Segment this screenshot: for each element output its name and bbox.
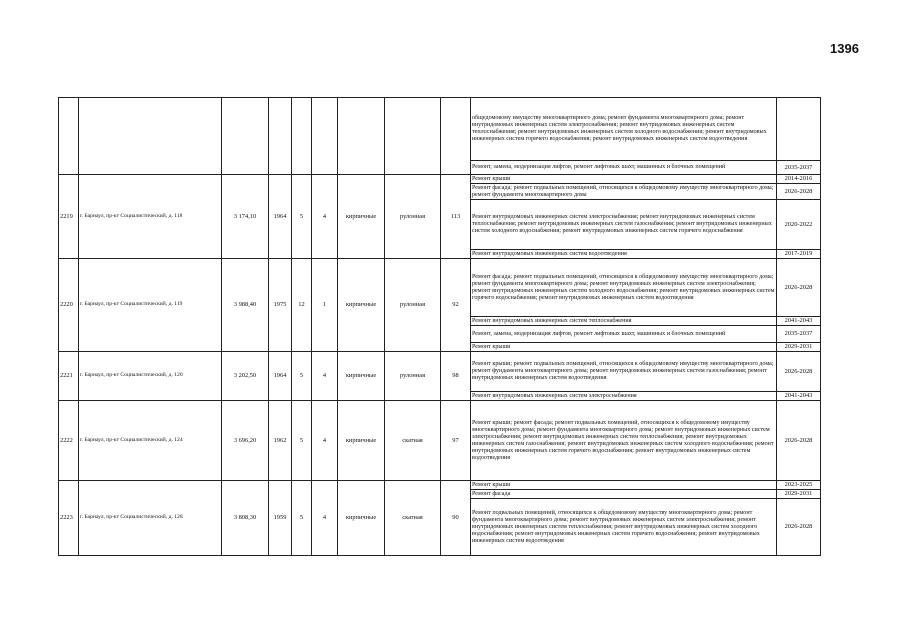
work-cell: Ремонт внутридомовых инженерных систем водоотведения xyxy=(471,250,777,259)
period-cell: 2026-2028 xyxy=(777,352,821,392)
table-row xyxy=(59,481,821,490)
entrances: 4 xyxy=(312,481,338,556)
work-cell: Ремонт крыши xyxy=(471,175,777,184)
address: г. Барнаул, пр-кт Социалистический, д. 128 xyxy=(79,481,222,556)
year-built: 1962 xyxy=(269,401,292,481)
wall-material: кирпичные xyxy=(338,352,385,401)
period-cell: 2026-2028 xyxy=(777,499,821,556)
area: 3 174,10 xyxy=(222,175,269,259)
wall-material: кирпичные xyxy=(338,175,385,259)
entrances-cell xyxy=(312,98,338,175)
floors: 12 xyxy=(292,259,312,352)
roof-type: рулонная xyxy=(385,175,441,259)
table-row xyxy=(59,401,821,481)
work-cell: Ремонт, замена, модернизация лифтов, ремонт лифтовых шахт, машинных и блочных помещений xyxy=(471,326,777,343)
roof-type: рулонная xyxy=(385,352,441,401)
count-cell xyxy=(441,98,471,175)
year-built: 1964 xyxy=(269,175,292,259)
apartment-count: 92 xyxy=(441,259,471,352)
row-number: 2222 xyxy=(59,401,79,481)
roof-type: скатная xyxy=(385,481,441,556)
roof-type: рулонная xyxy=(385,259,441,352)
table-row xyxy=(59,175,821,184)
area: 3 808,30 xyxy=(222,481,269,556)
period-cell: 2029-2031 xyxy=(777,490,821,499)
apartment-count: 98 xyxy=(441,352,471,401)
apartment-count: 97 xyxy=(441,401,471,481)
work-cell: Ремонт фасада; ремонт подвальных помещений, относящихся к общедомовому имуществу многоквартирного дома; ремонт фундамента многоквартирного дома xyxy=(471,184,777,200)
floors: 5 xyxy=(292,175,312,259)
work-cell: Ремонт крыши xyxy=(471,481,777,490)
floors: 5 xyxy=(292,352,312,401)
period-cell: 2026-2028 xyxy=(777,401,821,481)
period-cell: 2026-2028 xyxy=(777,184,821,200)
address: г. Барнаул, пр-кт Социалистический, д. 118 xyxy=(79,175,222,259)
apartment-count: 113 xyxy=(441,175,471,259)
work-cell: Ремонт крыши xyxy=(471,343,777,352)
num-cell xyxy=(59,98,79,175)
capital-repair-table xyxy=(58,97,821,556)
period-cell: 2041-2043 xyxy=(777,392,821,401)
area: 3 696,20 xyxy=(222,401,269,481)
work-cell: Ремонт внутридомовых инженерных систем теплоснабжения xyxy=(471,317,777,326)
period-cell: 2014-2016 xyxy=(777,175,821,184)
table-row xyxy=(59,352,821,392)
work-cell: Ремонт фасада; ремонт подвальных помещений, относящихся к общедомовому имуществу многоквартирного дома; ремонт фундамента многоквартирного дома; ремонт внутридомовых инженерных систем электроснабжения; ремонт внутридомовых инженерных систем холодного водоснабжения; ремонт внутридомовых инженерных систем горячего водоснабжения; ремонт внутридомовых инженерных систем водоотведения xyxy=(471,259,777,317)
period-cell: 2029-2031 xyxy=(777,343,821,352)
address: г. Барнаул, пр-кт Социалистический, д. 119 xyxy=(79,259,222,352)
entrances: 4 xyxy=(312,352,338,401)
wall-material: кирпичные xyxy=(338,401,385,481)
period-cell xyxy=(777,98,821,161)
roof-type: скатная xyxy=(385,401,441,481)
wall-material: кирпичные xyxy=(338,259,385,352)
area-cell xyxy=(222,98,269,175)
area: 3 988,40 xyxy=(222,259,269,352)
entrances: 1 xyxy=(312,259,338,352)
year-built: 1975 xyxy=(269,259,292,352)
floors-cell xyxy=(292,98,312,175)
table-row xyxy=(59,259,821,317)
row-number: 2223 xyxy=(59,481,79,556)
work-cell: Ремонт фасада xyxy=(471,490,777,499)
apartment-count: 90 xyxy=(441,481,471,556)
year-cell xyxy=(269,98,292,175)
walls-cell xyxy=(338,98,385,175)
floors: 5 xyxy=(292,401,312,481)
entrances: 4 xyxy=(312,401,338,481)
year-built: 1964 xyxy=(269,352,292,401)
period-cell: 2020-2022 xyxy=(777,200,821,250)
year-built: 1959 xyxy=(269,481,292,556)
period-cell: 2023-2025 xyxy=(777,481,821,490)
period-cell: 2026-2028 xyxy=(777,259,821,317)
row-number: 2219 xyxy=(59,175,79,259)
period-cell: 2035-2037 xyxy=(777,161,821,175)
page-number: 1396 xyxy=(830,41,859,56)
row-number: 2221 xyxy=(59,352,79,401)
row-number: 2220 xyxy=(59,259,79,352)
period-cell: 2041-2043 xyxy=(777,317,821,326)
period-cell: 2035-2037 xyxy=(777,326,821,343)
entrances: 4 xyxy=(312,175,338,259)
wall-material: кирпичные xyxy=(338,481,385,556)
area: 3 202,50 xyxy=(222,352,269,401)
work-cell: Ремонт подвальных помещений, относящихся к общедомовому имуществу многоквартирного дома; ремонт фундамента многоквартирного дома; ремонт внутридомовых инженерных систем электроснабжения; ремонт внутридомовых инженерных систем теплоснабжения; ремонт внутридомовых инженерных систем холодного водоснабжения; ремонт внутридомовых инженерных систем горячего водоснабжения; ремонт внутридомовых инженерных систем водоотведения xyxy=(471,499,777,556)
roof-cell xyxy=(385,98,441,175)
work-cell: Ремонт внутридомовых инженерных систем электроснабжения; ремонт внутридомовых инженерных систем теплоснабжения; ремонт внутридомовых инженерных систем газоснабжения; ремонт внутридомовых инженерных систем холодного водоснабжения; ремонт внутридомовых инженерных систем горячего водоснабжения xyxy=(471,200,777,250)
address: г. Барнаул, пр-кт Социалистический, д. 120 xyxy=(79,352,222,401)
work-cell: Ремонт крыши; ремонт подвальных помещений, относящихся к общедомовому имуществу многоквартирного дома; ремонт фундамента многоквартирного дома; ремонт внутридомовых инженерных систем газоснабжения; ремонт внутридомовых инженерных систем водоотведения xyxy=(471,352,777,392)
address-cell xyxy=(79,98,222,175)
period-cell: 2017-2019 xyxy=(777,250,821,259)
floors: 5 xyxy=(292,481,312,556)
address: г. Барнаул, пр-кт Социалистический, д. 124 xyxy=(79,401,222,481)
work-cell: Ремонт крыши; ремонт фасада; ремонт подвальных помещений, относящихся к общедомовому имуществу многоквартирного дома; ремонт фундамента многоквартирного дома; ремонт внутридомовых инженерных систем электроснабжения; ремонт внутридомовых инженерных систем теплоснабжения; ремонт внутридомовых инженерных систем газоснабжения; ремонт внутридомовых инженерных систем холодного водоснабжения; ремонт внутридомовых инженерных систем горячего водоснабжения; ремонт внутридомовых инженерных систем водоотведения xyxy=(471,401,777,481)
work-cell: общедомовому имуществу многоквартирного дома; ремонт фундамента многоквартирного дома; ремонт внутридомовых инженерных систем электроснабжения; ремонт внутридомовых инженерных систем теплоснабжения; ремонт внутридомовых инженерных систем холодного водоснабжения; ремонт внутридомовых инженерных систем горячего водоснабжения; ремонт внутридомовых инженерных систем водоотведения xyxy=(471,98,777,161)
table-row xyxy=(59,98,821,161)
work-cell: Ремонт внутридомовых инженерных систем электроснабжения xyxy=(471,392,777,401)
work-cell: Ремонт, замена, модернизация лифтов, ремонт лифтовых шахт, машинных и блочных помещений xyxy=(471,161,777,175)
